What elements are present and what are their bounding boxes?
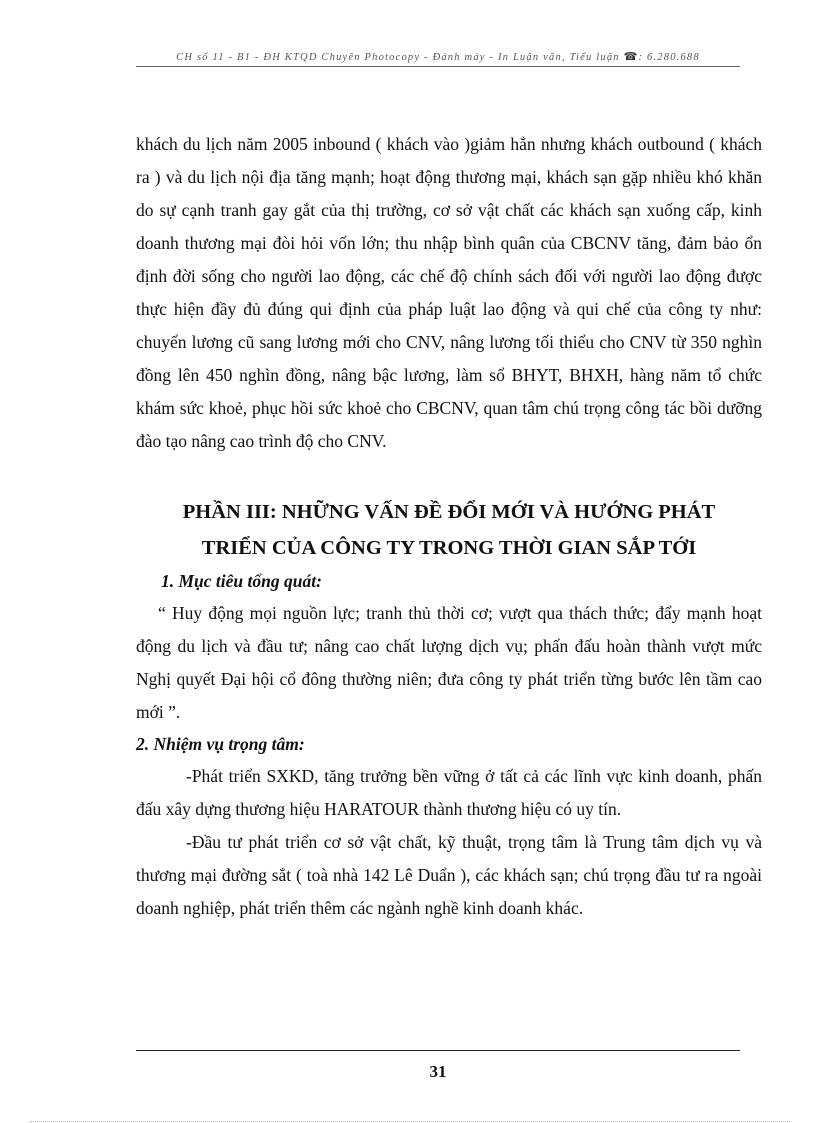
- header-phone: : 6.280.688: [638, 52, 700, 63]
- header-text: CH số 11 - B1 - ĐH KTQD Chuyên Photocopy - Đánh máy - In Luận văn, Tiểu luận: [176, 52, 620, 63]
- subheading-general-goal: 1. Mục tiêu tổng quát:: [161, 571, 322, 591]
- paragraph-task-2: -Đầu tư phát triển cơ sở vật chất, kỹ thuật, trọng tâm là Trung tâm dịch vụ và thương mại đường sắt ( toà nhà 142 Lê Duẩn ), các khách sạn; chú trọng đầu tư ra ngoài doanh nghiệp, phát triển thêm các ngành nghề kinh doanh khác.: [136, 832, 762, 918]
- paragraph-general-goal: “ Huy động mọi nguồn lực; tranh thủ thời cơ; vượt qua thách thức; đẩy mạnh hoạt động du lịch và đầu tư; nâng cao chất lượng dịch vụ; phấn đấu hoàn thành vượt mức Nghị quyết Đại hội cổ đông thường niên; đưa công ty phát triển từng bước lên tầm cao mới ”.: [136, 603, 762, 722]
- page-number: 31: [429, 1062, 447, 1081]
- section-title-line-1: PHẦN III: NHỮNG VẤN ĐỀ ĐỔI MỚI VÀ HƯỚNG PHÁT: [182, 501, 716, 523]
- document-body: [136, 128, 762, 925]
- page-header: [136, 50, 740, 63]
- paragraph-1: khách du lịch năm 2005 inbound ( khách vào )giảm hẳn nhưng khách outbound ( khách ra ) và du lịch nội địa tăng mạnh; hoạt động thương mại, khách sạn gặp nhiều khó khăn do sự cạnh tranh gay gắt của thị trường, cơ sở vật chất các khách sạn xuống cấp, kinh doanh thương mại đòi hỏi vốn lớn; thu nhập bình quân của CBCNV tăng, đảm bảo ổn định đời sống cho người lao động, các chế độ chính sách đối với người lao động được thực hiện đầy đủ đúng qui định của pháp luật lao động và qui chế của công ty như: chuyển lương cũ sang lương mới cho CNV, nâng lương tối thiểu cho CNV từ 350 nghìn đồng lên 450 nghìn đồng, nâng bậc lương, làm sổ BHYT, BHXH, hàng năm tổ chức khám sức khoẻ, phục hồi sức khoẻ cho CBCNV, quan tâm chú trọng công tác bồi dưỡng đào tạo nâng cao trình độ cho CNV.: [136, 134, 762, 451]
- footer-divider: [136, 1050, 740, 1051]
- telephone-icon: ☎: [623, 51, 639, 63]
- header-divider: [136, 66, 740, 67]
- paragraph-task-1: -Phát triển SXKD, tăng trưởng bền vững ở tất cả các lĩnh vực kinh doanh, phấn đấu xây dựng thương hiệu HARATOUR thành thương hiệu có uy tín.: [136, 766, 762, 819]
- section-title-line-2: TRIỂN CỦA CÔNG TY TRONG THỜI GIAN SẮP TỚI: [201, 537, 697, 559]
- page-bottom-border: [30, 1121, 790, 1122]
- section-title: [136, 494, 762, 566]
- subheading-key-tasks: 2. Nhiệm vụ trọng tâm:: [136, 734, 305, 754]
